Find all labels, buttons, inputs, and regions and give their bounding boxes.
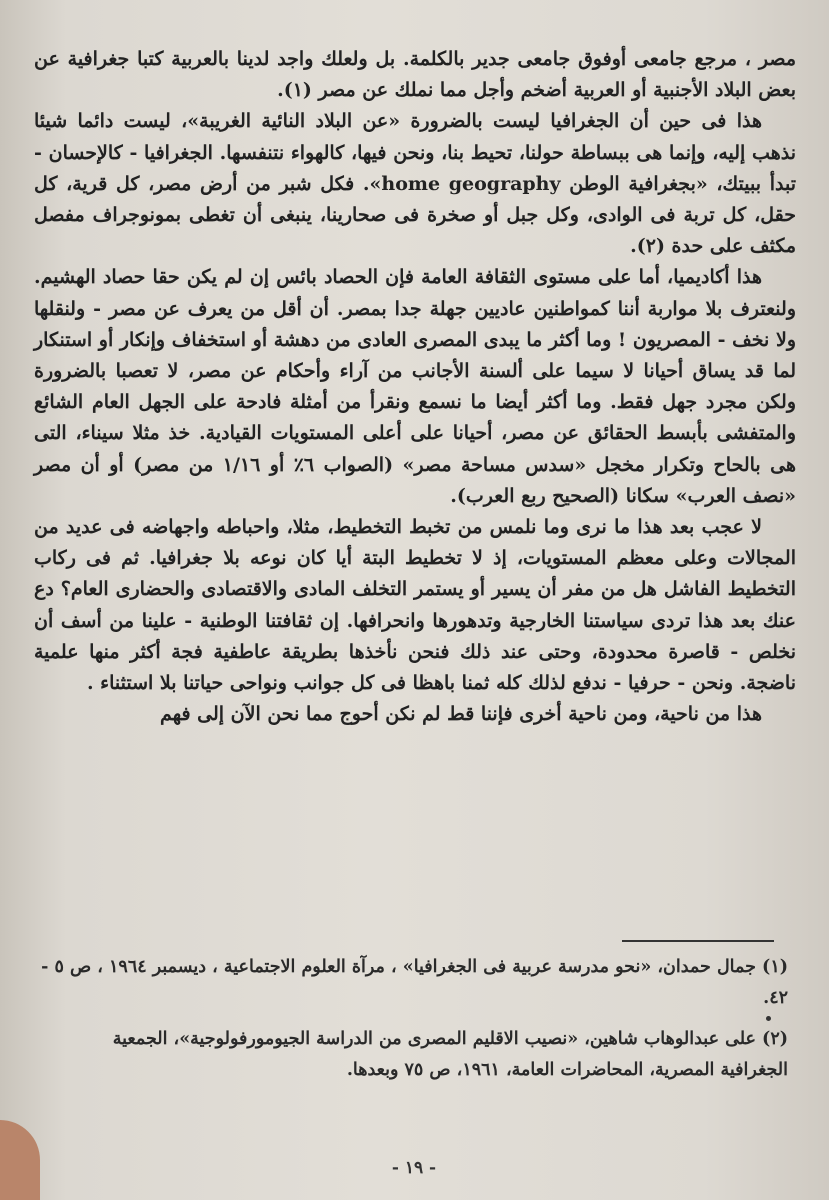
footnote-divider — [622, 940, 774, 942]
paragraph-4: لا عجب بعد هذا ما نرى وما نلمس من تخبط التخطيط، مثلا، واحباطه واجهاضه فى عديد من المجالات وعلى معظم المستويات، إذ لا تخطيط البتة أيا كان نوعه بلا جغرافيا. ثم فى ركاب التخطيط الفاشل هل من مفر أن يسير أو يستمر التخلف المادى والاقتصادى والحضارى العام؟ دع عنك بعد هذا تردى سياستنا الخارجية وتدهورها وانحرافها. إن ثقافتنا الوطنية - علينا من أسف أن نخلص - قاصرة محدودة، وحتى عند ذلك فنحن نأخذها بطريقة عاطفية فجة أكثر منها علمية ناضجة. ونحن - حرفيا - ندفع لذلك كله ثمنا باهظا فى كل جوانب ونواحى حياتنا بلا استثناء . — [34, 516, 796, 695]
footnote-2: (٢) على عبدالوهاب شاهين، «نصيب الاقليم المصرى من الدراسة الجيومورفولوجية»، الجمعية الجغرافية المصرية، المحاضرات العامة، ١٩٦١، ص ٧٥ وبعدها. — [112, 1029, 788, 1080]
paragraph-3: هذا أكاديميا، أما على مستوى الثقافة العامة فإن الحصاد بائس إن لم يكن حقا حصاد الهشيم. ولنعترف بلا مواربة أننا كمواطنين عاديين جهلة جدا بمصر. أن أقل من يعرف عن مصر - ولنقلها ولا نخف - المصريون ! وما أكثر ما يبدى المصرى العادى من دهشة أو استخفاف وإنكار أو استنكار لما قد يساق أحيانا لا سيما على ألسنة الأجانب من آراء وأحكام عن مصر، لا تعصبا بالضرورة ولكن مجرد جهل فقط. وما أكثر أيضا ما نسمع ونقرأ من أمثلة فادحة على الجهل العام الشائع والمتفشى بأبسط الحقائق عن مصر، أحيانا على أعلى المستويات القيادية. خذ مثلا سيناء، التى هى بالحاح وتكرار مخجل «سدس مساحة مصر» (الصواب ٦٪ أو ١/١٦ من مصر) أو أن مصر «نصف العرب» سكانا (الصحيح ربع العرب). — [34, 266, 797, 507]
thumb-edge — [0, 1120, 40, 1200]
footnotes — [40, 952, 788, 1096]
paragraph-2: هذا فى حين أن الجغرافيا ليست بالضرورة «عن البلاد النائية الغريبة»، ليست دائما شيئا نذهب إليه، وإنما هى ببساطة حولنا، تحيط بنا، ونحن فيها، كالهواء نتنفسها. الجغرافيا - كالإحسان - تبدأ ببيتك، «بجغرافية الوطن home geography». فكل شبر من أرض مصر، كل قرية، كل حقل، كل تربة فى الوادى، وكل جبل أو صخرة فى صحارينا، ينبغى أن تغطى بمونوجراف مفصل مكثف على حدة (٢). — [34, 110, 796, 258]
footnote-1: (١) جمال حمدان، «نحو مدرسة عربية فى الجغرافيا» ، مرآة العلوم الاجتماعية ، ديسمبر ١٩٦٤ ، ص ٥ - ٤٢. — [41, 957, 788, 1008]
paragraph-5: هذا من ناحية، ومن ناحية أخرى فإننا قط لم نكن أحوج مما نحن الآن إلى فهم — [160, 703, 762, 726]
paragraph-1: مصر ، مرجع جامعى أوفوق جامعى جدير بالكلمة. بل ولعلك واجد لدينا بالعربية كتبا جغرافية عن بعض البلاد الأجنبية أو العربية أضخم وأجل مما نملك عن مصر (١). — [34, 48, 796, 102]
page-number: - ١٩ - — [391, 1158, 437, 1178]
main-text — [34, 44, 796, 730]
